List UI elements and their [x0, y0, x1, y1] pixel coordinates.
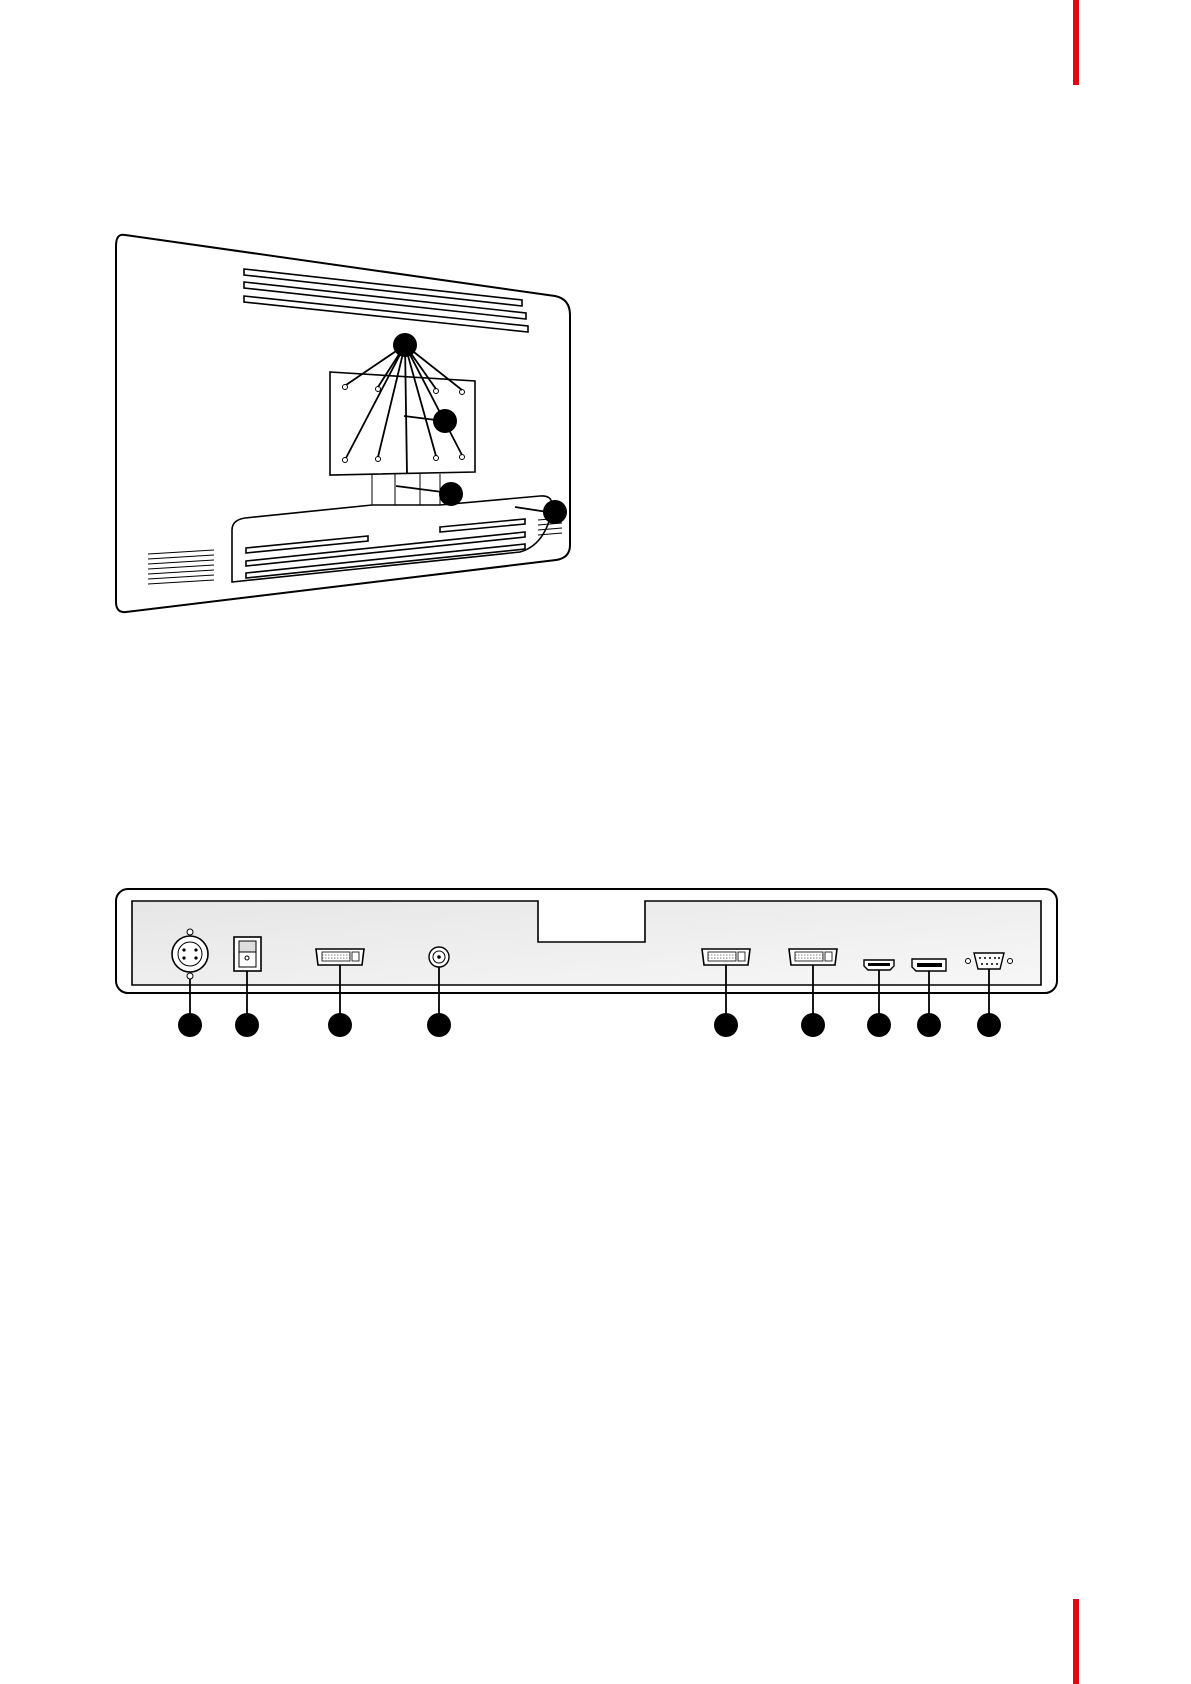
- rear-callout-marker: [393, 333, 417, 357]
- connector-callout-marker: [917, 1013, 941, 1037]
- dvi-port-icon: [702, 949, 750, 965]
- dvi-port-icon: [789, 949, 837, 965]
- bnc-port-icon: [429, 947, 449, 967]
- power-switch-icon: [234, 937, 261, 971]
- connector-panel-figure: [116, 889, 1057, 1037]
- connector-callout-marker: [801, 1013, 825, 1037]
- displayport-icon: [912, 959, 946, 971]
- connector-callout-marker: [178, 1013, 202, 1037]
- connector-callout-marker: [714, 1013, 738, 1037]
- rear-callout-marker: [439, 482, 463, 506]
- dvi-port-icon: [316, 949, 364, 965]
- connector-callout-marker: [427, 1013, 451, 1037]
- connector-callout-marker: [235, 1013, 259, 1037]
- rear-callout-marker: [433, 409, 457, 433]
- connector-callout-marker: [977, 1013, 1001, 1037]
- connector-callout-marker: [328, 1013, 352, 1037]
- hdmi-port-icon: [864, 960, 894, 970]
- connector-callout-markers: [178, 1013, 1001, 1037]
- connector-callout-marker: [867, 1013, 891, 1037]
- rear-view-figure: [116, 235, 570, 612]
- rear-callout-marker: [543, 500, 567, 524]
